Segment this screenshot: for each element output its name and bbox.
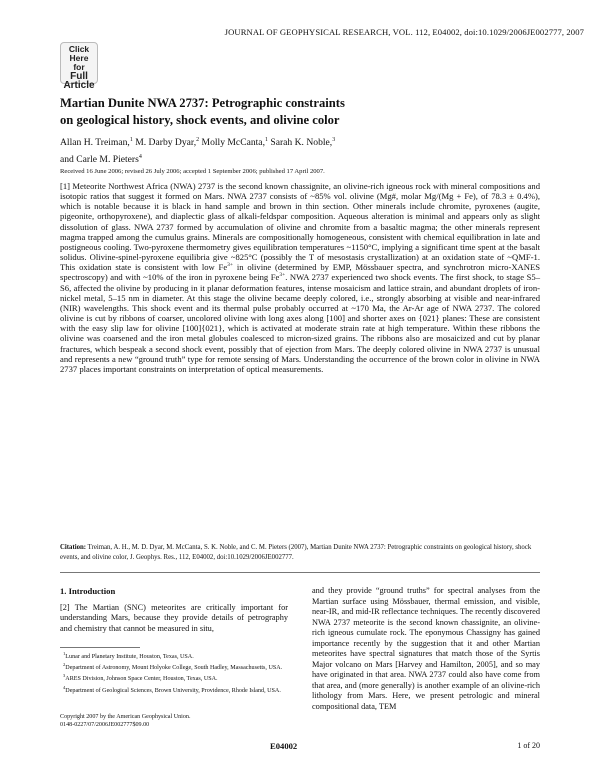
logo-line1: Click: [68, 44, 90, 54]
citation-text: Treiman, A. H., M. D. Dyar, M. McCanta, S. K. Noble, and C. M. Pieters (2007), Martian Dunite NWA 2737: Petrographic constraints on geological history, shock events, and olivine color, J. Geophys. Res., 112, E04002, doi:10.1029/2006JE002777.: [60, 544, 532, 561]
logo-line3: for: [73, 62, 85, 72]
author-1-affil: 1: [129, 137, 133, 143]
footnote-4: [60, 684, 288, 695]
author-4: Sarah K. Noble,: [270, 137, 333, 149]
footnote-1-text: Lunar and Planetary Institute, Houston, Texas, USA.: [65, 654, 194, 661]
citation-label: Citation:: [60, 544, 87, 551]
author-5-affil: 4: [138, 154, 142, 161]
journal-header: JOURNAL OF GEOPHYSICAL RESEARCH, VOL. 112, E04002, doi:10.1029/2006JE002777, 2007: [224, 27, 584, 37]
footnote-1: [60, 650, 288, 661]
author-list: [60, 133, 540, 167]
footnote-divider: [60, 647, 140, 648]
author-3: Molly McCanta,: [201, 137, 265, 149]
abstract-part2: in olivine (determined by EMP, Mössbauer spectra, and synchrotron micro-XANES spectroscopy) and with ~10% of the iron in pyroxene being Fe: [60, 262, 540, 283]
copyright-block: [60, 713, 288, 729]
author-2: M. Darby Dyar,: [135, 137, 197, 149]
abstract-part3: . NWA 2737 experienced two shock events. The first shock, to stage S5–S6, affected the olivine by producing in it planar deformation features, intense mosaicism and lattice strain, and abundant droplets of iron-nickel metal, 5–15 nm in diameter. At this stage the olivine became deeply colored, i.e., strongly absorbing at visible and near-infrared (NIR) wavelengths. This shock event and its thermal pulse probably occurred at ~170 Ma, the Ar-Ar age of NWA 2737. The colored olivine is cut by ribbons of coarser, uncolored olivine with long axes along [100] and shorter axes on {021} planes: These are consistent with the easy slip law for olivine [100]{021}, which is activated at moderate strain rate at high temperature. Within these ribbons the olivine was coarsened and the iron metal globules coalesced to micron-sized grains. The ribbons also are mosaicized and cut by planar fractures, which bespeak a second shock event, possibly that of ejection from Mars. The deeply colored olivine in NWA 2737 is unusual and represents a new “ground truth” type for remote sensing of Mars. Understanding the occurrence of the brown color in olivine in NWA 2737 places important constraints on interpretation of optical measurements.: [60, 272, 540, 374]
section-heading: 1. Introduction: [60, 586, 116, 596]
logo-line5: Article: [63, 80, 95, 91]
page-identifier: E04002: [270, 741, 298, 751]
logo-line2: Here: [69, 53, 89, 63]
page-number: 1 of 20: [517, 741, 540, 750]
left-column: [60, 586, 288, 634]
footnote-2-text: Department of Astronomy, Mount Holyoke College, South Hadley, Massachusetts, USA.: [65, 665, 283, 672]
abstract-sup2: 3+: [279, 272, 286, 279]
citation: [60, 543, 540, 563]
author-5: and Carle M. Pieters: [60, 154, 139, 166]
footnote-3-num: 3: [63, 673, 66, 679]
footnote-4-num: 4: [63, 684, 66, 690]
footnote-2: [60, 661, 288, 672]
title-line2: on geological history, shock events, and olivine color: [60, 113, 340, 127]
abstract-part1: [1] Meteorite Northwest Africa (NWA) 2737 is the second known chassignite, an olivine-rich igneous rock with mineral compositions and isotopic ratios that suggest it formed on Mars. NWA 2737 consists of ~85% vol. olivine (Mg#, molar Mg/(Mg + Fe), of 78.3 ± 0.4%), which is notable because it is black in hand sample and brown in thin section. Other minerals include chromite, pyroxenes (augite, pigeonite, orthopyroxene), and diaplectic glass of alkali-feldspar composition. Aqueous alteration is minimal and appears only as slight dissolution of glass. NWA 2737 formed by accumulation of olivine and chromite from a basaltic magma; the other minerals represent magma trapped among the cumulus grains. Minerals are compositionally homogeneous, consistent with chemical equilibration in late and postigneous cooling. Two-pyroxene thermometry gives equilibration temperatures ~1150°C, implying a significant time spent at the basalt solidus. Olivine-spinel-pyroxene equilibria give ~825°C (possibly the T of mesostasis crystallization) at an oxidation state of ~QMF-1. This oxidation state is consistent with low Fe: [60, 181, 540, 273]
footnote-3-text: ARES Division, Johnson Space Center, Houston, Texas, USA.: [65, 676, 218, 683]
paper-title: [60, 95, 530, 129]
footnote-3: [60, 672, 288, 683]
affiliation-footnotes: [60, 650, 288, 695]
intro-paragraph-left: [2] The Martian (SNC) meteorites are critically important for understanding Mars, because they provide details of petrography and chemistry that cannot be measured in situ,: [60, 602, 288, 633]
publication-dates: Received 16 June 2006; revised 26 July 2006; accepted 1 September 2006; published 17 April 2007.: [60, 168, 325, 175]
logo-line4: Full: [70, 71, 88, 82]
footnote-4-text: Department of Geological Sciences, Brown University, Providence, Rhode Island, USA.: [65, 687, 281, 694]
abstract: [60, 181, 540, 374]
footnote-2-num: 2: [63, 662, 66, 668]
author-4-affil: 3: [332, 137, 336, 143]
footnote-1-num: 1: [63, 651, 66, 656]
section-divider: [60, 572, 540, 573]
copyright-line1: Copyright 2007 by the American Geophysical Union.: [60, 714, 191, 720]
author-1: Allan H. Treiman,: [60, 137, 130, 149]
title-line1: Martian Dunite NWA 2737: Petrographic constraints: [60, 96, 345, 110]
copyright-line2: 0148-0227/07/2006JE002777$09.00: [60, 722, 150, 729]
abstract-sup1: 3+: [227, 262, 233, 269]
intro-paragraph-right: and they provide “ground truths” for spectral analyses from the Martian surface using Mössbauer, thermal emission, and visible, near-IR, and mid-IR reflectance techniques. The recently discovered NWA 2737 meteorite is the second known chassignite, an olivine-rich igneous cumulate rock. The eponymous Chassigny has gained importance recently by the suggestion that it and other Martian meteorites have spectral signatures that match those of the Syrtis Major volcano on Mars [Harvey and Hamilton, 2005], and so may have originated in that area. NWA 2737 could also have come from that area, and (more generally) is another example of an olivine-rich lithology from Mars. Here, we present petrologic and mineral compositional data, TEM: [312, 586, 540, 711]
author-3-affil: 1: [264, 137, 268, 143]
full-article-logo[interactable]: [60, 42, 98, 91]
author-2-affil: 2: [196, 137, 200, 143]
